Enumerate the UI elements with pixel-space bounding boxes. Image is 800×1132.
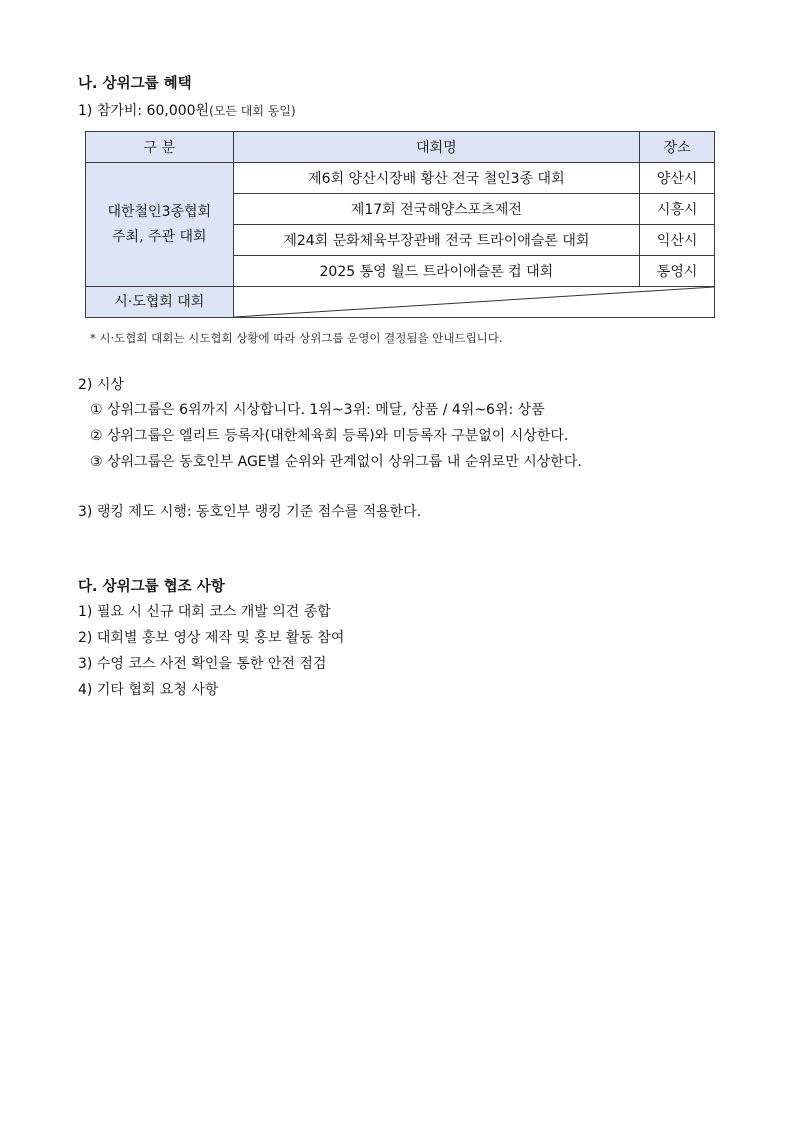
section-na-heading: 나. 상위그룹 혜택 <box>78 76 192 92</box>
ranking-note: 3) 랭킹 제도 시행: 동호인부 랭킹 기준 점수를 적용한다. <box>78 504 422 520</box>
category-korea-triathlon <box>86 163 234 287</box>
table-row <box>86 163 715 194</box>
category-line-1: 대한철인3종협회 <box>107 204 212 220</box>
competition-name: 제24회 문화체육부장관배 전국 트라이애슬론 대회 <box>233 225 640 256</box>
competition-name: 제17회 전국해양스포츠제전 <box>233 194 640 225</box>
table-row-regional <box>86 287 715 318</box>
section-da-heading: 다. 상위그룹 협조 사항 <box>78 579 225 595</box>
entry-fee-note: (모든 대회 동일) <box>209 104 296 118</box>
competition-place: 통영시 <box>640 256 715 287</box>
regional-empty-cell <box>233 287 714 318</box>
entry-fee <box>78 100 296 120</box>
competition-table <box>85 131 715 318</box>
cooperation-item: 4) 기타 협회 요청 사항 <box>78 682 219 698</box>
competition-place: 시흥시 <box>640 194 715 225</box>
header-place: 장소 <box>640 132 715 163</box>
competition-place: 양산시 <box>640 163 715 194</box>
competition-name: 제6회 양산시장배 황산 전국 철인3종 대회 <box>233 163 640 194</box>
awards-item: ② 상위그룹은 엘리트 등록자(대한체육회 등록)와 미등록자 구분없이 시상한다. <box>90 428 569 444</box>
category-line-2: 주최, 주관 대회 <box>112 228 207 245</box>
cooperation-item: 1) 필요 시 신규 대회 코스 개발 의견 종합 <box>78 604 331 620</box>
header-category: 구 분 <box>86 132 234 163</box>
header-competition-name: 대회명 <box>233 132 640 163</box>
awards-item: ③ 상위그룹은 동호인부 AGE별 순위와 관계없이 상위그룹 내 순위로만 시상한다. <box>90 454 582 470</box>
competition-place: 익산시 <box>640 225 715 256</box>
diagonal-line <box>234 287 714 317</box>
table-header-row <box>86 132 715 163</box>
category-regional: 시·도협회 대회 <box>86 287 234 318</box>
cooperation-item: 2) 대회별 홍보 영상 제작 및 홍보 활동 참여 <box>78 630 345 646</box>
cooperation-item: 3) 수영 코스 사전 확인을 통한 안전 점검 <box>78 656 327 672</box>
awards-item: ① 상위그룹은 6위까지 시상합니다. 1위~3위: 메달, 상품 / 4위~6위: 상품 <box>90 402 545 418</box>
table-note: * 시·도협회 대회는 시도협회 상황에 따라 상위그룹 운영이 결정됨을 안내드립니다. <box>90 331 503 345</box>
entry-fee-label: 1) 참가비: 60,000원 <box>78 103 210 119</box>
competition-name: 2025 통영 월드 트라이애슬론 컵 대회 <box>233 256 640 287</box>
awards-title: 2) 시상 <box>78 377 124 393</box>
